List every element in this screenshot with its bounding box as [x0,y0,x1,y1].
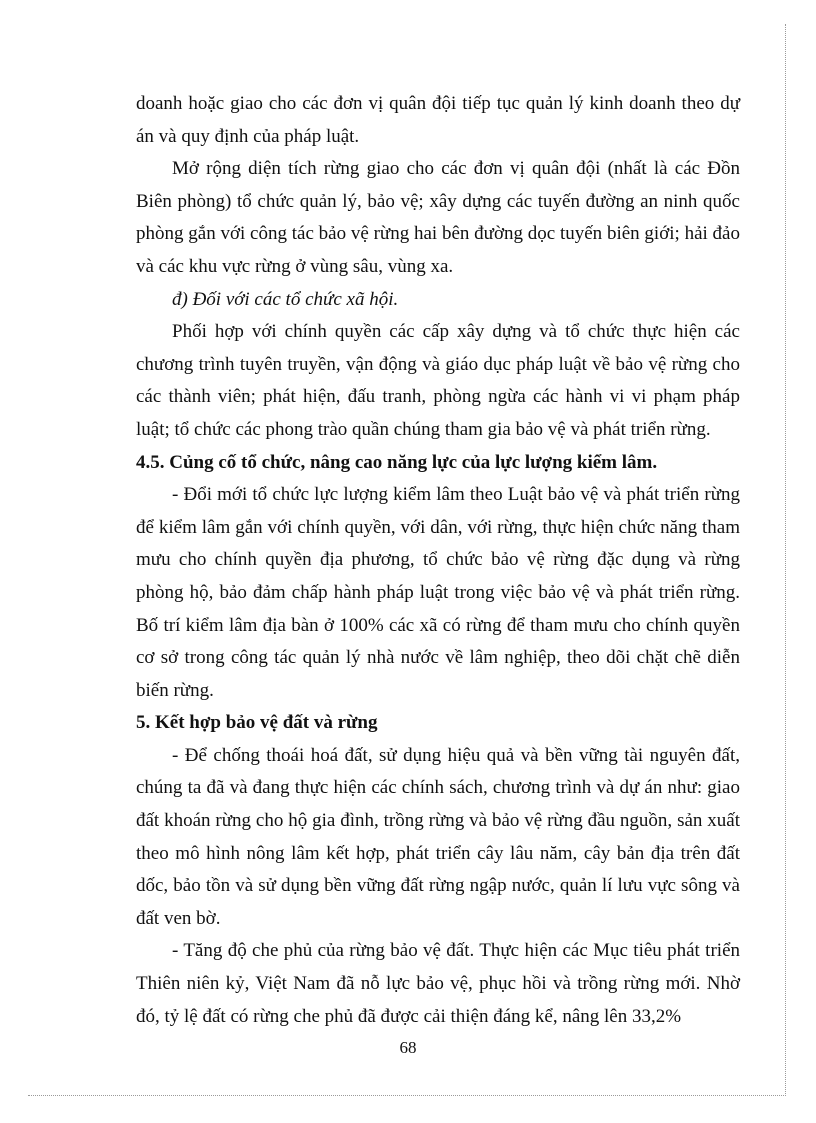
document-body [136,88,740,1033]
paragraph-military-forest: Mở rộng diện tích rừng giao cho các đơn vị quân đội (nhất là các Đồn Biên phòng) tổ chức quản lý, bảo vệ; xây dựng các tuyến đường an ninh quốc phòng gắn với công tác bảo vệ rừng hai bên đường dọc tuyến biên giới; hải đảo và các khu vực rừng ở vùng sâu, vùng xa. [136,158,740,277]
paragraph-forest-cover: - Tăng độ che phủ của rừng bảo vệ đất. Thực hiện các Mục tiêu phát triển Thiên niên kỷ, Việt Nam đã nỗ lực bảo vệ, phục hồi và trồng rừng mới. Nhờ đó, tỷ lệ đất có rừng che phủ đã được cải thiện đáng kể, nâng lên 33,2% [136,940,740,1027]
paragraph-continuation: doanh hoặc giao cho các đơn vị quân đội tiếp tục quản lý kinh doanh theo dự án và quy định của pháp luật. [136,93,740,147]
paragraph-ranger-reform: - Đổi mới tổ chức lực lượng kiểm lâm theo Luật bảo vệ và phát triển rừng để kiểm lâm gắn với chính quyền, với dân, với rừng, thực hiện chức năng tham mưu cho chính quyền địa phương, tổ chức bảo vệ rừng đặc dụng và rừng phòng hộ, bảo đảm chấp hành pháp luật trong việc bảo vệ và phát triển rừng. Bố trí kiểm lâm địa bàn ở 100% các xã có rừng để tham mưu cho chính quyền cơ sở trong công tác quản lý nhà nước về lâm nghiệp, theo dõi chặt chẽ diễn biến rừng. [136,484,740,701]
paragraph-land-degradation: - Để chống thoái hoá đất, sử dụng hiệu quả và bền vững tài nguyên đất, chúng ta đã và đang thực hiện các chính sách, chương trình và dự án như: giao đất khoán rừng cho hộ gia đình, trồng rừng và bảo vệ rừng đầu nguồn, sản xuất theo mô hình nông lâm kết hợp, phát triển cây lâu năm, cây bản địa trên đất dốc, bảo tồn và sử dụng bền vững đất rừng ngập nước, quản lí lưu vực sông và đất ven bờ. [136,744,740,929]
page-number: 68 [399,1038,417,1057]
section-heading-4-5: 4.5. Củng cố tổ chức, nâng cao năng lực của lực lượng kiểm lâm. [136,451,658,473]
subheading-social-organizations: đ) Đối với các tổ chức xã hội. [172,288,399,310]
paragraph-coordination: Phối hợp với chính quyền các cấp xây dựng và tổ chức thực hiện các chương trình tuyên truyền, vận động và giáo dục pháp luật về bảo vệ rừng cho các thành viên; phát hiện, đấu tranh, phòng ngừa các hành vi vi phạm pháp luật; tổ chức các phong trào quần chúng tham gia bảo vệ và phát triển rừng. [136,321,740,440]
section-heading-5: 5. Kết hợp bảo vệ đất và rừng [136,712,378,734]
